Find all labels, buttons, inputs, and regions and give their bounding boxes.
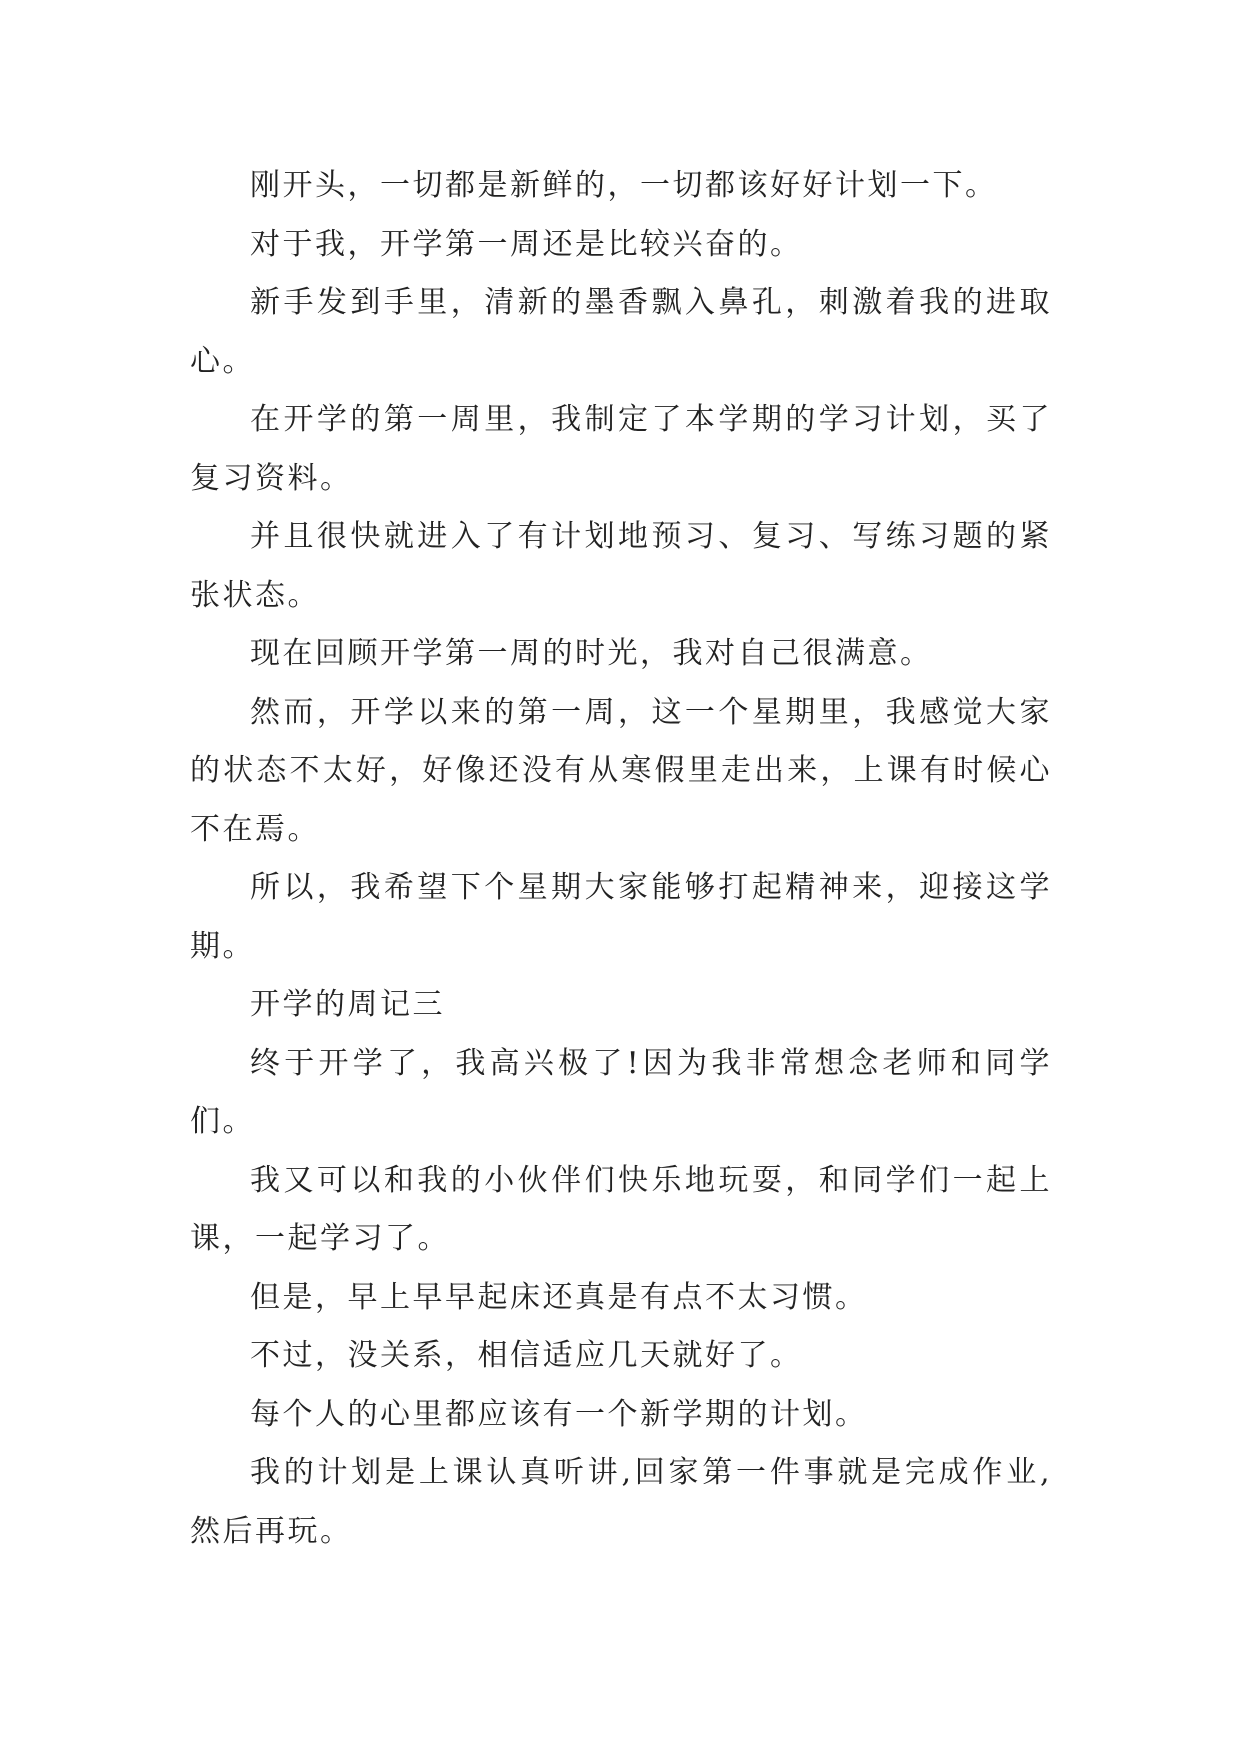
- paragraph: 现在回顾开学第一周的时光，我对自己很满意。: [250, 636, 933, 671]
- section-heading: 开学的周记三: [250, 987, 445, 1022]
- paragraph: 在开学的第一周里，我制定了本学期的学习计划，买了复习资料。: [190, 402, 1052, 496]
- paragraph: 我又可以和我的小伙伴们快乐地玩耍，和同学们一起上课，一起学习了。: [190, 1162, 1052, 1256]
- paragraph: 终于开学了，我高兴极了!因为我非常想念老师和同学们。: [190, 1045, 1052, 1139]
- paragraph: 所以，我希望下个星期大家能够打起精神来，迎接这学期。: [190, 870, 1052, 964]
- paragraph: 新手发到手里，清新的墨香飘入鼻孔，刺激着我的进取心。: [190, 285, 1052, 379]
- document-body: [190, 157, 1052, 1561]
- paragraph: 然而，开学以来的第一周，这一个星期里，我感觉大家的状态不太好，好像还没有从寒假里走出来，上课有时候心不在焉。: [190, 694, 1052, 847]
- paragraph: 刚开头，一切都是新鲜的，一切都该好好计划一下。: [250, 168, 998, 203]
- paragraph: 但是，早上早早起床还真是有点不太习惯。: [250, 1279, 868, 1315]
- paragraph: 不过，没关系，相信适应几天就好了。: [250, 1338, 803, 1373]
- paragraph: 每个人的心里都应该有一个新学期的计划。: [250, 1396, 868, 1432]
- paragraph: 我的计划是上课认真听讲,回家第一件事就是完成作业,然后再玩。: [190, 1455, 1052, 1549]
- paragraph: 对于我，开学第一周还是比较兴奋的。: [250, 226, 803, 262]
- paragraph: 并且很快就进入了有计划地预习、复习、写练习题的紧张状态。: [190, 519, 1052, 613]
